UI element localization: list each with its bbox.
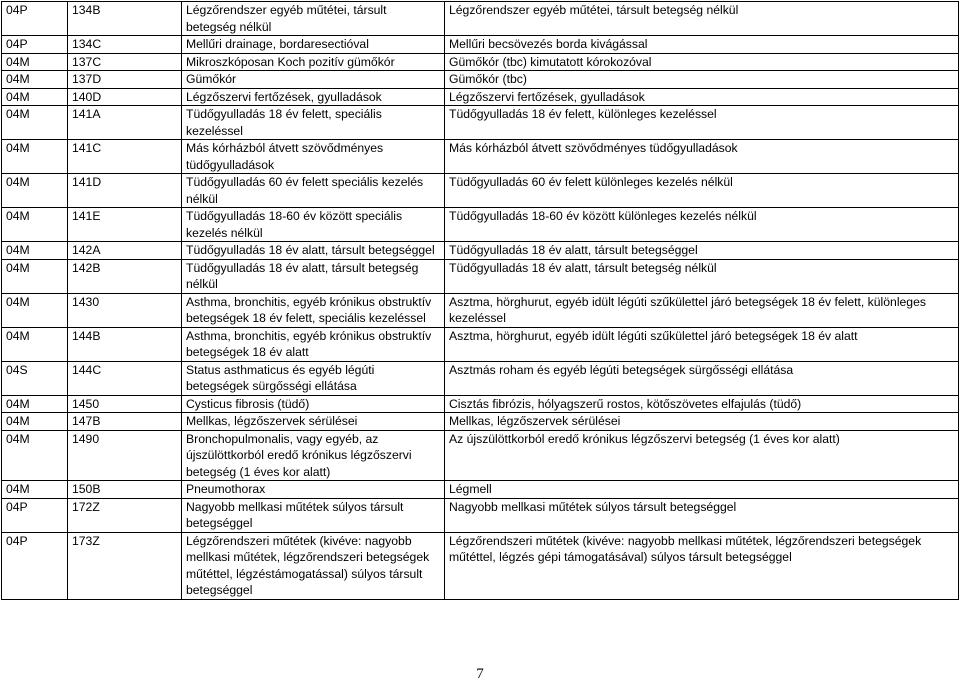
drg-name-hungarian-cell: Légzőrendszer egyéb műtétei, társult betegség nélkül [445, 2, 959, 36]
table-row [2, 242, 959, 260]
drg-name-latin-cell: Légzőrendszer egyéb műtétei, társult betegség nélkül [182, 2, 445, 36]
drg-code-cell: 172Z [68, 498, 182, 532]
table-row [2, 208, 959, 242]
mdc-code-cell: 04M [2, 208, 68, 242]
table-body [2, 2, 959, 600]
drg-name-latin-cell: Légzőszervi fertőzések, gyulladások [182, 88, 445, 106]
drg-code-cell: 1430 [68, 293, 182, 327]
drg-name-hungarian-cell: Az újszülöttkorból eredő krónikus légzőszervi betegség (1 éves kor alatt) [445, 430, 959, 481]
drg-code-cell: 141C [68, 140, 182, 174]
table-row [2, 498, 959, 532]
mdc-code-cell: 04M [2, 430, 68, 481]
mdc-code-cell: 04M [2, 395, 68, 413]
drg-code-cell: 134C [68, 36, 182, 54]
mdc-code-cell: 04M [2, 174, 68, 208]
mdc-code-cell: 04S [2, 361, 68, 395]
drg-code-cell: 141D [68, 174, 182, 208]
drg-name-latin-cell: Gümőkór [182, 71, 445, 89]
mdc-code-cell: 04P [2, 532, 68, 599]
drg-name-latin-cell: Cysticus fibrosis (tüdő) [182, 395, 445, 413]
drg-name-hungarian-cell: Asztma, hörghurut, egyéb idült légúti szűkülettel járó betegségek 18 év felett, különleges kezeléssel [445, 293, 959, 327]
drg-code-cell: 1490 [68, 430, 182, 481]
drg-name-latin-cell: Tüdőgyulladás 18 év felett, speciális kezeléssel [182, 106, 445, 140]
drg-name-hungarian-cell: Tüdőgyulladás 60 év felett különleges kezelés nélkül [445, 174, 959, 208]
mdc-code-cell: 04M [2, 413, 68, 431]
table-row [2, 71, 959, 89]
table-row [2, 88, 959, 106]
drg-code-cell: 1450 [68, 395, 182, 413]
drg-name-hungarian-cell: Asztmás roham és egyéb légúti betegségek sürgősségi ellátása [445, 361, 959, 395]
mdc-code-cell: 04M [2, 327, 68, 361]
table-row [2, 259, 959, 293]
table-row [2, 2, 959, 36]
drg-name-hungarian-cell: Légmell [445, 481, 959, 499]
drg-name-latin-cell: Pneumothorax [182, 481, 445, 499]
drg-code-cell: 137C [68, 53, 182, 71]
drg-code-cell: 142B [68, 259, 182, 293]
table-row [2, 327, 959, 361]
drg-name-hungarian-cell: Tüdőgyulladás 18 év felett, különleges kezeléssel [445, 106, 959, 140]
drg-name-hungarian-cell: Asztma, hörghurut, egyéb idült légúti szűkülettel járó betegségek 18 év alatt [445, 327, 959, 361]
drg-code-cell: 173Z [68, 532, 182, 599]
mdc-code-cell: 04M [2, 293, 68, 327]
drg-name-hungarian-cell: Gümőkór (tbc) kimutatott kórokozóval [445, 53, 959, 71]
table-row [2, 174, 959, 208]
mdc-code-cell: 04M [2, 71, 68, 89]
mdc-code-cell: 04M [2, 242, 68, 260]
mdc-code-cell: 04P [2, 2, 68, 36]
drg-name-latin-cell: Nagyobb mellkasi műtétek súlyos társult betegséggel [182, 498, 445, 532]
drg-name-hungarian-cell: Mellkas, légzőszervek sérülései [445, 413, 959, 431]
table-row [2, 361, 959, 395]
drg-code-cell: 144C [68, 361, 182, 395]
drg-code-cell: 144B [68, 327, 182, 361]
drg-name-latin-cell: Bronchopulmonalis, vagy egyéb, az újszülöttkorból eredő krónikus légzőszervi betegség (1 éves kor alatt) [182, 430, 445, 481]
mdc-code-cell: 04M [2, 88, 68, 106]
table-row [2, 481, 959, 499]
drg-code-cell: 142A [68, 242, 182, 260]
drg-code-cell: 150B [68, 481, 182, 499]
drg-code-cell: 137D [68, 71, 182, 89]
drg-name-hungarian-cell: Tüdőgyulladás 18 év alatt, társult betegség nélkül [445, 259, 959, 293]
drg-name-latin-cell: Mikroszkóposan Koch pozitív gümőkór [182, 53, 445, 71]
drg-name-hungarian-cell: Cisztás fibrózis, hólyagszerű rostos, kötőszövetes elfajulás (tüdő) [445, 395, 959, 413]
table-row [2, 532, 959, 599]
drg-code-cell: 134B [68, 2, 182, 36]
table-row [2, 53, 959, 71]
drg-name-latin-cell: Tüdőgyulladás 18 év alatt, társult betegség nélkül [182, 259, 445, 293]
drg-name-hungarian-cell: Tüdőgyulladás 18 év alatt, társult betegséggel [445, 242, 959, 260]
drg-name-hungarian-cell: Légzőrendszeri műtétek (kivéve: nagyobb mellkasi műtétek, légzőrendszeri betegségek műtéttel, légzés gépi támogatásával) súlyos társult betegséggel [445, 532, 959, 599]
drg-name-hungarian-cell: Tüdőgyulladás 18-60 év között különleges kezelés nélkül [445, 208, 959, 242]
mdc-code-cell: 04M [2, 106, 68, 140]
mdc-code-cell: 04M [2, 259, 68, 293]
drg-name-latin-cell: Mellűri drainage, bordaresectióval [182, 36, 445, 54]
mdc-code-cell: 04P [2, 36, 68, 54]
drg-name-hungarian-cell: Gümőkór (tbc) [445, 71, 959, 89]
drg-code-cell: 140D [68, 88, 182, 106]
drg-name-hungarian-cell: Légzőszervi fertőzések, gyulladások [445, 88, 959, 106]
table-row [2, 106, 959, 140]
drg-name-latin-cell: Asthma, bronchitis, egyéb krónikus obstruktív betegségek 18 év felett, speciális kezeléssel [182, 293, 445, 327]
mdc-code-cell: 04P [2, 498, 68, 532]
drg-name-latin-cell: Asthma, bronchitis, egyéb krónikus obstruktív betegségek 18 év alatt [182, 327, 445, 361]
drg-name-hungarian-cell: Nagyobb mellkasi műtétek súlyos társult betegséggel [445, 498, 959, 532]
drg-name-hungarian-cell: Mellűri becsövezés borda kivágással [445, 36, 959, 54]
page-number: 7 [476, 666, 484, 682]
drg-name-latin-cell: Légzőrendszeri műtétek (kivéve: nagyobb mellkasi műtétek, légzőrendszeri betegségek műtéttel, légzéstámogatással) súlyos társult betegséggel [182, 532, 445, 599]
table-row [2, 395, 959, 413]
mdc-code-cell: 04M [2, 53, 68, 71]
drg-name-latin-cell: Mellkas, légzőszervek sérülései [182, 413, 445, 431]
drg-name-latin-cell: Tüdőgyulladás 60 év felett speciális kezelés nélkül [182, 174, 445, 208]
table-row [2, 430, 959, 481]
drg-name-latin-cell: Más kórházból átvett szövődményes tüdőgyulladások [182, 140, 445, 174]
drg-name-latin-cell: Status asthmaticus és egyéb légúti betegségek sürgősségi ellátása [182, 361, 445, 395]
drg-code-cell: 141E [68, 208, 182, 242]
mdc-code-cell: 04M [2, 481, 68, 499]
mdc-code-cell: 04M [2, 140, 68, 174]
drg-name-latin-cell: Tüdőgyulladás 18-60 év között speciális kezelés nélkül [182, 208, 445, 242]
drg-code-cell: 141A [68, 106, 182, 140]
drg-name-hungarian-cell: Más kórházból átvett szövődményes tüdőgyulladások [445, 140, 959, 174]
drg-name-latin-cell: Tüdőgyulladás 18 év alatt, társult betegséggel [182, 242, 445, 260]
table-row [2, 36, 959, 54]
table-row [2, 413, 959, 431]
drg-code-table [1, 1, 959, 600]
drg-code-cell: 147B [68, 413, 182, 431]
table-row [2, 140, 959, 174]
table-row [2, 293, 959, 327]
